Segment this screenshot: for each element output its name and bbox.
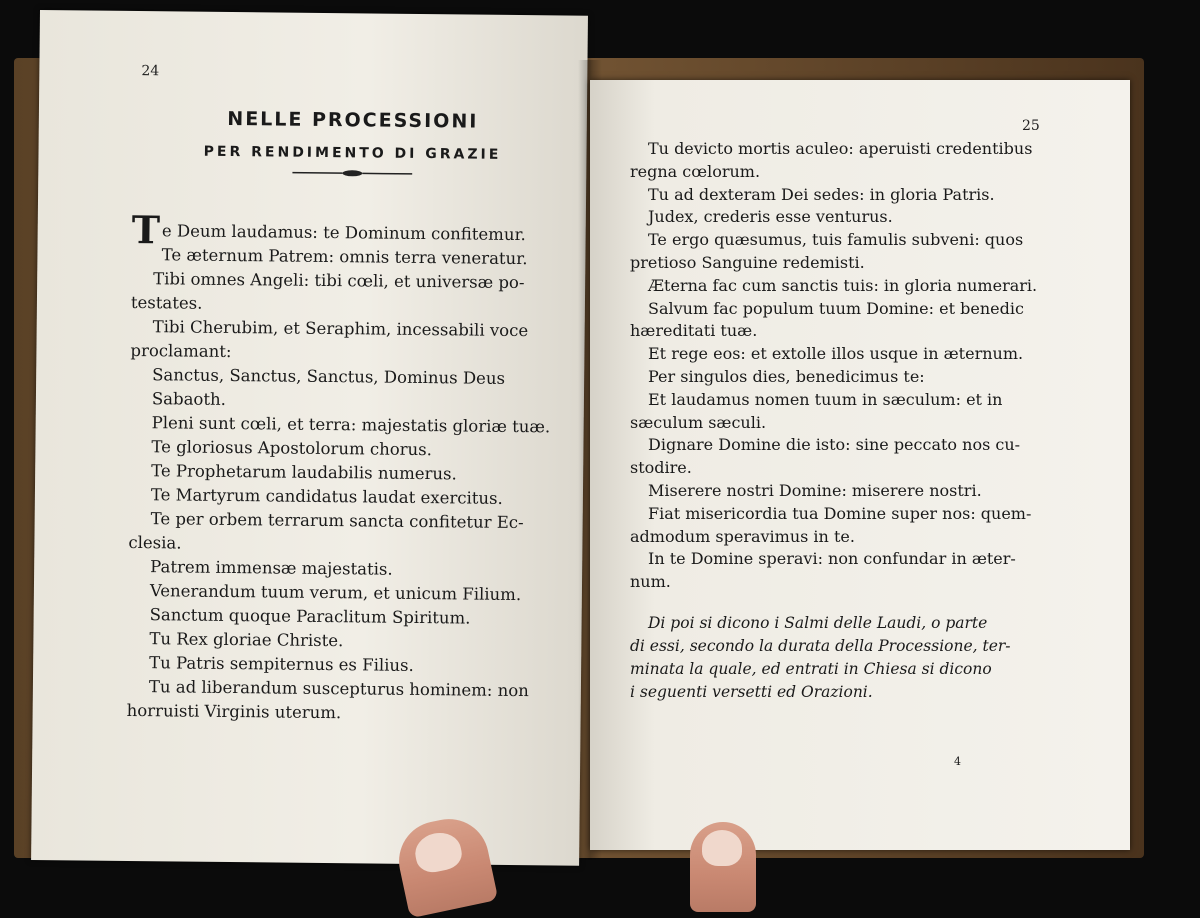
te-deum-continuation	[630, 138, 1050, 594]
verse-line: Te Martyrum candidatus laudat exercitus.	[150, 485, 503, 508]
verse-line: stodire.	[630, 458, 692, 478]
verse-line: Tu ad liberandum suscepturus hominem: non	[148, 677, 529, 701]
verse-line: Miserere nostri Domine: miserere nostri.	[648, 480, 982, 500]
verse-line: Sanctum quoque Paraclitum Spiritum.	[149, 605, 471, 628]
verse-line: Tibi Cherubim, et Seraphim, incessabili voce	[152, 317, 529, 341]
verse-line: regna cœlorum.	[630, 161, 761, 181]
te-deum-text	[126, 206, 572, 728]
verse-line: Te Prophetarum laudabilis numerus.	[151, 461, 457, 484]
verse-line: sæculum sæculi.	[630, 412, 767, 432]
verse-line: Tibi omnes Angeli: tibi cœli, et universæ po-	[153, 269, 525, 293]
verse-line: In te Domine speravi: non confundar in æter-	[648, 549, 1016, 569]
drop-cap: T	[131, 206, 161, 253]
verse-line: Sanctus, Sanctus, Sanctus, Dominus Deus Sabaoth.	[151, 365, 506, 409]
verse-line: Et laudamus nomen tuum in sæculum: et in	[648, 389, 1003, 409]
verse-line: Dignare Domine die isto: sine peccato nos cu-	[648, 435, 1021, 455]
first-line-text: e Deum laudamus: te Dominum confitemur.	[161, 221, 526, 245]
right-thumb	[690, 822, 756, 912]
verse-line: Te ergo quæsumus, tuis famulis subveni: quos	[648, 230, 1024, 250]
verse-line: horruisti Virginis uterum.	[126, 700, 342, 723]
verse-line: Te æternum Patrem: omnis terra veneratur.	[161, 245, 528, 269]
verse-line: Et rege eos: et extolle illos usque in æternum.	[648, 344, 1024, 364]
rubric-line: minata la quale, ed entrati in Chiesa si dicono	[630, 659, 992, 678]
verse-line: Te gloriosus Apostolorum chorus.	[151, 437, 433, 460]
rubric-line: di essi, secondo la durata della Processione, ter-	[630, 636, 1011, 655]
thumbnail	[702, 830, 742, 866]
verse-line: proclamant:	[130, 340, 232, 362]
verse-line: testates.	[130, 292, 203, 313]
verse-line: clesia.	[128, 532, 182, 553]
verse-line: Tu Patris sempiternus es Filius.	[149, 653, 414, 675]
verse-line: hæreditati tuæ.	[630, 321, 758, 341]
verse-line: pretioso Sanguine redemisti.	[630, 252, 865, 272]
left-page-content	[127, 107, 573, 728]
verse-line: Venerandum tuum verum, et unicum Filium.	[149, 581, 522, 605]
thumbnail	[412, 829, 465, 876]
rubric-line: Di poi si dicono i Salmi delle Laudi, o parte	[648, 613, 988, 632]
right-page-number: 25	[1022, 118, 1040, 134]
verse-line: Fiat misericordia tua Domine super nos: quem-	[648, 503, 1032, 523]
verse-line: Salvum fac populum tuum Domine: et benedic	[648, 298, 1024, 318]
signature-mark: 4	[954, 755, 961, 768]
verse-line: Tu ad dexteram Dei sedes: in gloria Patris.	[648, 184, 995, 204]
left-page-number: 24	[141, 63, 160, 80]
verse-line: Judex, crederis esse venturus.	[648, 207, 893, 227]
verse-line: Tu devicto mortis aculeo: aperuisti credentibus	[648, 139, 1033, 158]
verse-line: Æterna fac cum sanctis tuis: in gloria numerari.	[648, 275, 1038, 295]
section-heading: NELLE PROCESSIONI	[227, 107, 479, 133]
ornament-rule-icon	[292, 167, 412, 180]
verse-line: Pleni sunt cœli, et terra: majestatis gloriæ tuæ.	[151, 413, 551, 437]
rubric-text	[630, 612, 1050, 704]
verse-line: Patrem immensæ majestatis.	[150, 557, 393, 579]
section-subheading: PER RENDIMENTO DI GRAZIE	[203, 143, 502, 163]
verse-line: Te per orbem terrarum sancta confitetur Ec-	[150, 509, 524, 533]
verse-line: num.	[630, 572, 671, 592]
rubric-line: i seguenti versetti ed Orazioni.	[630, 682, 873, 701]
left-page	[31, 10, 588, 866]
verse-line: admodum speravimus in te.	[630, 526, 855, 546]
right-page	[590, 80, 1130, 850]
verse-line: Per singulos dies, benedicimus te:	[648, 366, 925, 386]
verse-line: Tu Rex gloriae Christe.	[149, 629, 344, 651]
right-page-content	[630, 138, 1050, 704]
